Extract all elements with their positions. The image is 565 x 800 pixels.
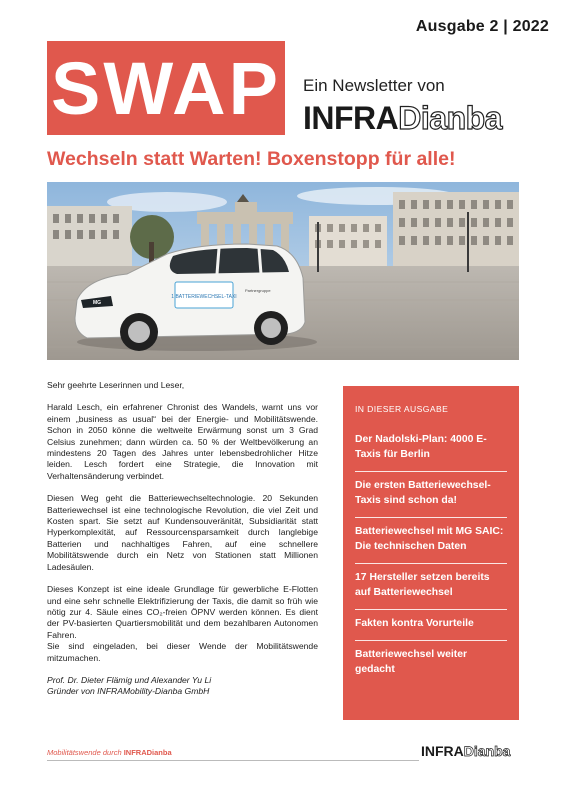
letter-paragraph: Diesen Weg geht die Batteriewechseltechnologie. 20 Sekunden Batteriewechsel ist eine technologische Revolution, die viel Zeit und Kosten spart. Sie setzt auf Kundensouveränität, Subsidiarität statt Hyperkomplexität, auf Ressourcensparsamkeit durch langlebige Batterien und nachhaltiges Fahren, auf eine schnellere Mobilitätswende durch ein Netz von Stationen statt Millionen Ladesäulen. (47, 493, 318, 572)
footer-brand-infra: INFRA (421, 743, 464, 759)
toc-item-facts[interactable]: Fakten kontra Vorurteile (355, 610, 507, 641)
brandenburg-gate-taxi-illustration (47, 182, 519, 360)
brand-part-dianba: Dianba (398, 100, 502, 136)
toc-item-further-thinking[interactable]: Batteriewechsel weiter gedacht (355, 649, 468, 675)
toc-item-mg-saic[interactable]: Batteriewechsel mit MG SAIC: Die technischen Daten (355, 518, 507, 564)
footer-divider (47, 760, 419, 761)
swap-logo (47, 41, 285, 135)
toc-item-first-taxis[interactable]: Die ersten Batteriewechsel-Taxis sind schon da! (355, 472, 507, 518)
toc-item-17-manufacturers[interactable]: 17 Hersteller setzen bereits auf Batteriewechsel (355, 564, 507, 610)
car-label: 1 BATTERIEWECHSEL-TAXI (171, 294, 237, 300)
signature-company: Gründer von INFRAMobility-Dianba GmbH (47, 686, 210, 697)
letter-paragraph: Harald Lesch, ein erfahrener Chronist des Wandels, warnt uns vor einem „business as usual“ bei der Energie- und Mobilitätswende. Schon in 2050 könne die weltweite Erwärmung sonst um 3 Grad Celsius zunehmen; dann würden ca. 50 % der Weltbevölkerung an mindestens 20 Tagen des Jahres unter lebensbedrohlicher Hitze leiden. Lesch fordert eine Strategie, die Innovation mit Verhaltensänderung verbindet. (47, 402, 318, 481)
footer-tagline-text: Mobilitätswende durch (47, 748, 122, 757)
cover-photo (47, 182, 519, 360)
svg-text:Partnergruppe: Partnergruppe (245, 288, 271, 293)
signature-names: Prof. Dr. Dieter Flämig und Alexander Yu Li (47, 674, 212, 685)
issue-label: Ausgabe 2 | 2022 (415, 18, 549, 35)
footer-tagline-brand: INFRADianba (123, 748, 172, 757)
toc-item-nadolski-plan[interactable]: Der Nadolski-Plan: 4000 E-Taxis für Berlin (355, 426, 507, 472)
letter-greeting: Sehr geehrte Leserinnen und Leser, (47, 380, 185, 390)
car-decal: MG (93, 300, 102, 306)
letter-paragraph: Dieses Konzept ist eine ideale Grundlage für gewerbliche E-Flotten und eine sehr schnelle Elektrifizierung der Taxis, die damit so früh wie nötig zur 4. Säule eines CO₂-freien ÖPNV werden können. Es dient der PV-basierten Quartiersmobilität und dem bezahlbaren Autonomen Fahren. Sie sind eingeladen, bei dieser Wende der Mobilitätswende mitzumachen. (47, 584, 318, 663)
newsletter-from: Ein Newsletter von (303, 76, 445, 95)
table-of-contents (343, 386, 519, 720)
signature (47, 675, 318, 698)
footer-tagline (47, 748, 172, 757)
swap-logo-text: SWAP (51, 46, 281, 130)
headline: Wechseln statt Warten! Boxenstopp für alle! (47, 148, 456, 170)
editorial-letter (47, 380, 318, 698)
toc-list (343, 426, 519, 686)
footer-brand-dianba: Dianba (463, 743, 511, 759)
toc-title: IN DIESER AUSGABE (355, 404, 449, 414)
brand-part-infra: INFRA (303, 100, 399, 136)
footer-logo (421, 743, 510, 759)
infradianba-logo (303, 100, 502, 137)
